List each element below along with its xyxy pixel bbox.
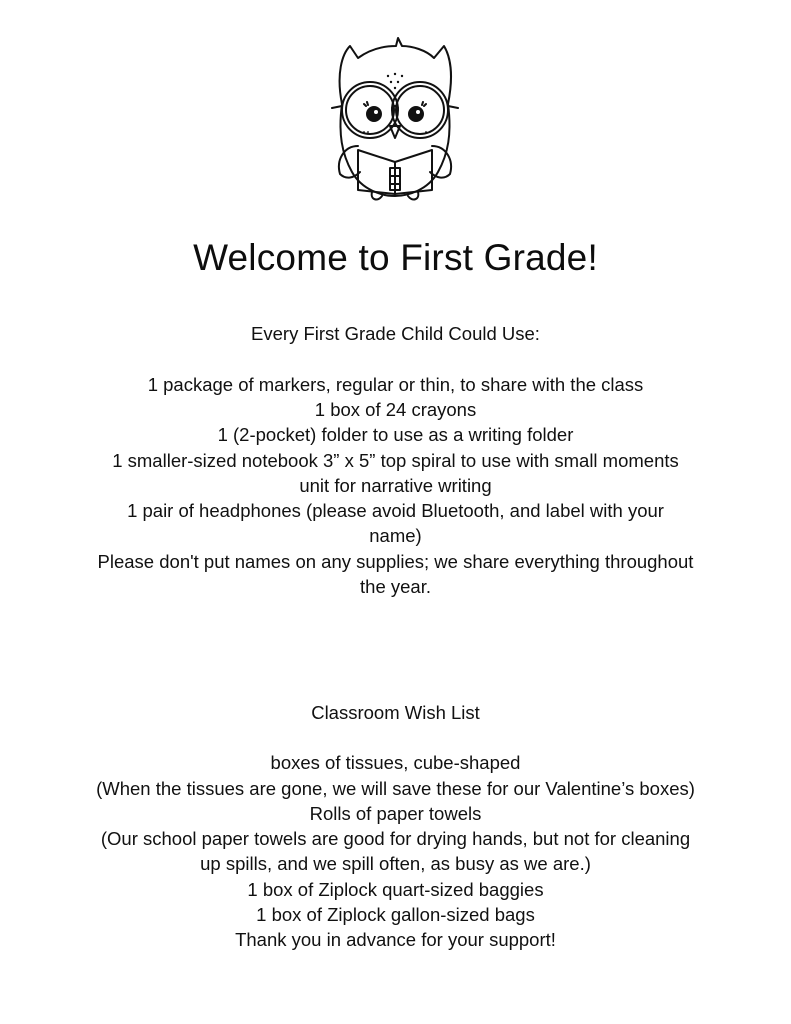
wishlist-line: Rolls of paper towels	[309, 803, 482, 824]
supply-line: 1 pair of headphones (please avoid Bluetooth, and label with your	[127, 500, 664, 521]
supply-line: name)	[369, 525, 422, 546]
wishlist-line: 1 box of Ziplock quart-sized baggies	[247, 879, 544, 900]
supply-line: 1 package of markers, regular or thin, to share with the class	[147, 374, 644, 395]
supply-line: 1 (2-pocket) folder to use as a writing folder	[217, 424, 574, 445]
supply-line: unit for narrative writing	[299, 475, 492, 496]
wishlist-line: up spills, and we spill often, as busy as we are.)	[200, 853, 591, 874]
supply-line: the year.	[360, 576, 431, 597]
supply-line: Please don't put names on any supplies; we share everything throughout	[97, 551, 694, 572]
wishlist-line: (When the tissues are gone, we will save these for our Valentine’s boxes)	[96, 778, 695, 799]
wishlist-line: 1 box of Ziplock gallon-sized bags	[256, 904, 535, 925]
supply-line: 1 box of 24 crayons	[314, 399, 477, 420]
owl-reading-icon	[328, 34, 462, 204]
wishlist-heading: Classroom Wish List	[311, 702, 480, 723]
page-title: Welcome to First Grade!	[193, 237, 598, 278]
wishlist-line: boxes of tissues, cube-shaped	[270, 752, 521, 773]
wishlist-line: (Our school paper towels are good for drying hands, but not for cleaning	[100, 828, 691, 849]
supply-line: 1 smaller-sized notebook 3” x 5” top spiral to use with small moments	[112, 450, 679, 471]
wishlist-line: Thank you in advance for your support!	[235, 929, 556, 950]
supplies-heading: Every First Grade Child Could Use:	[251, 323, 540, 344]
